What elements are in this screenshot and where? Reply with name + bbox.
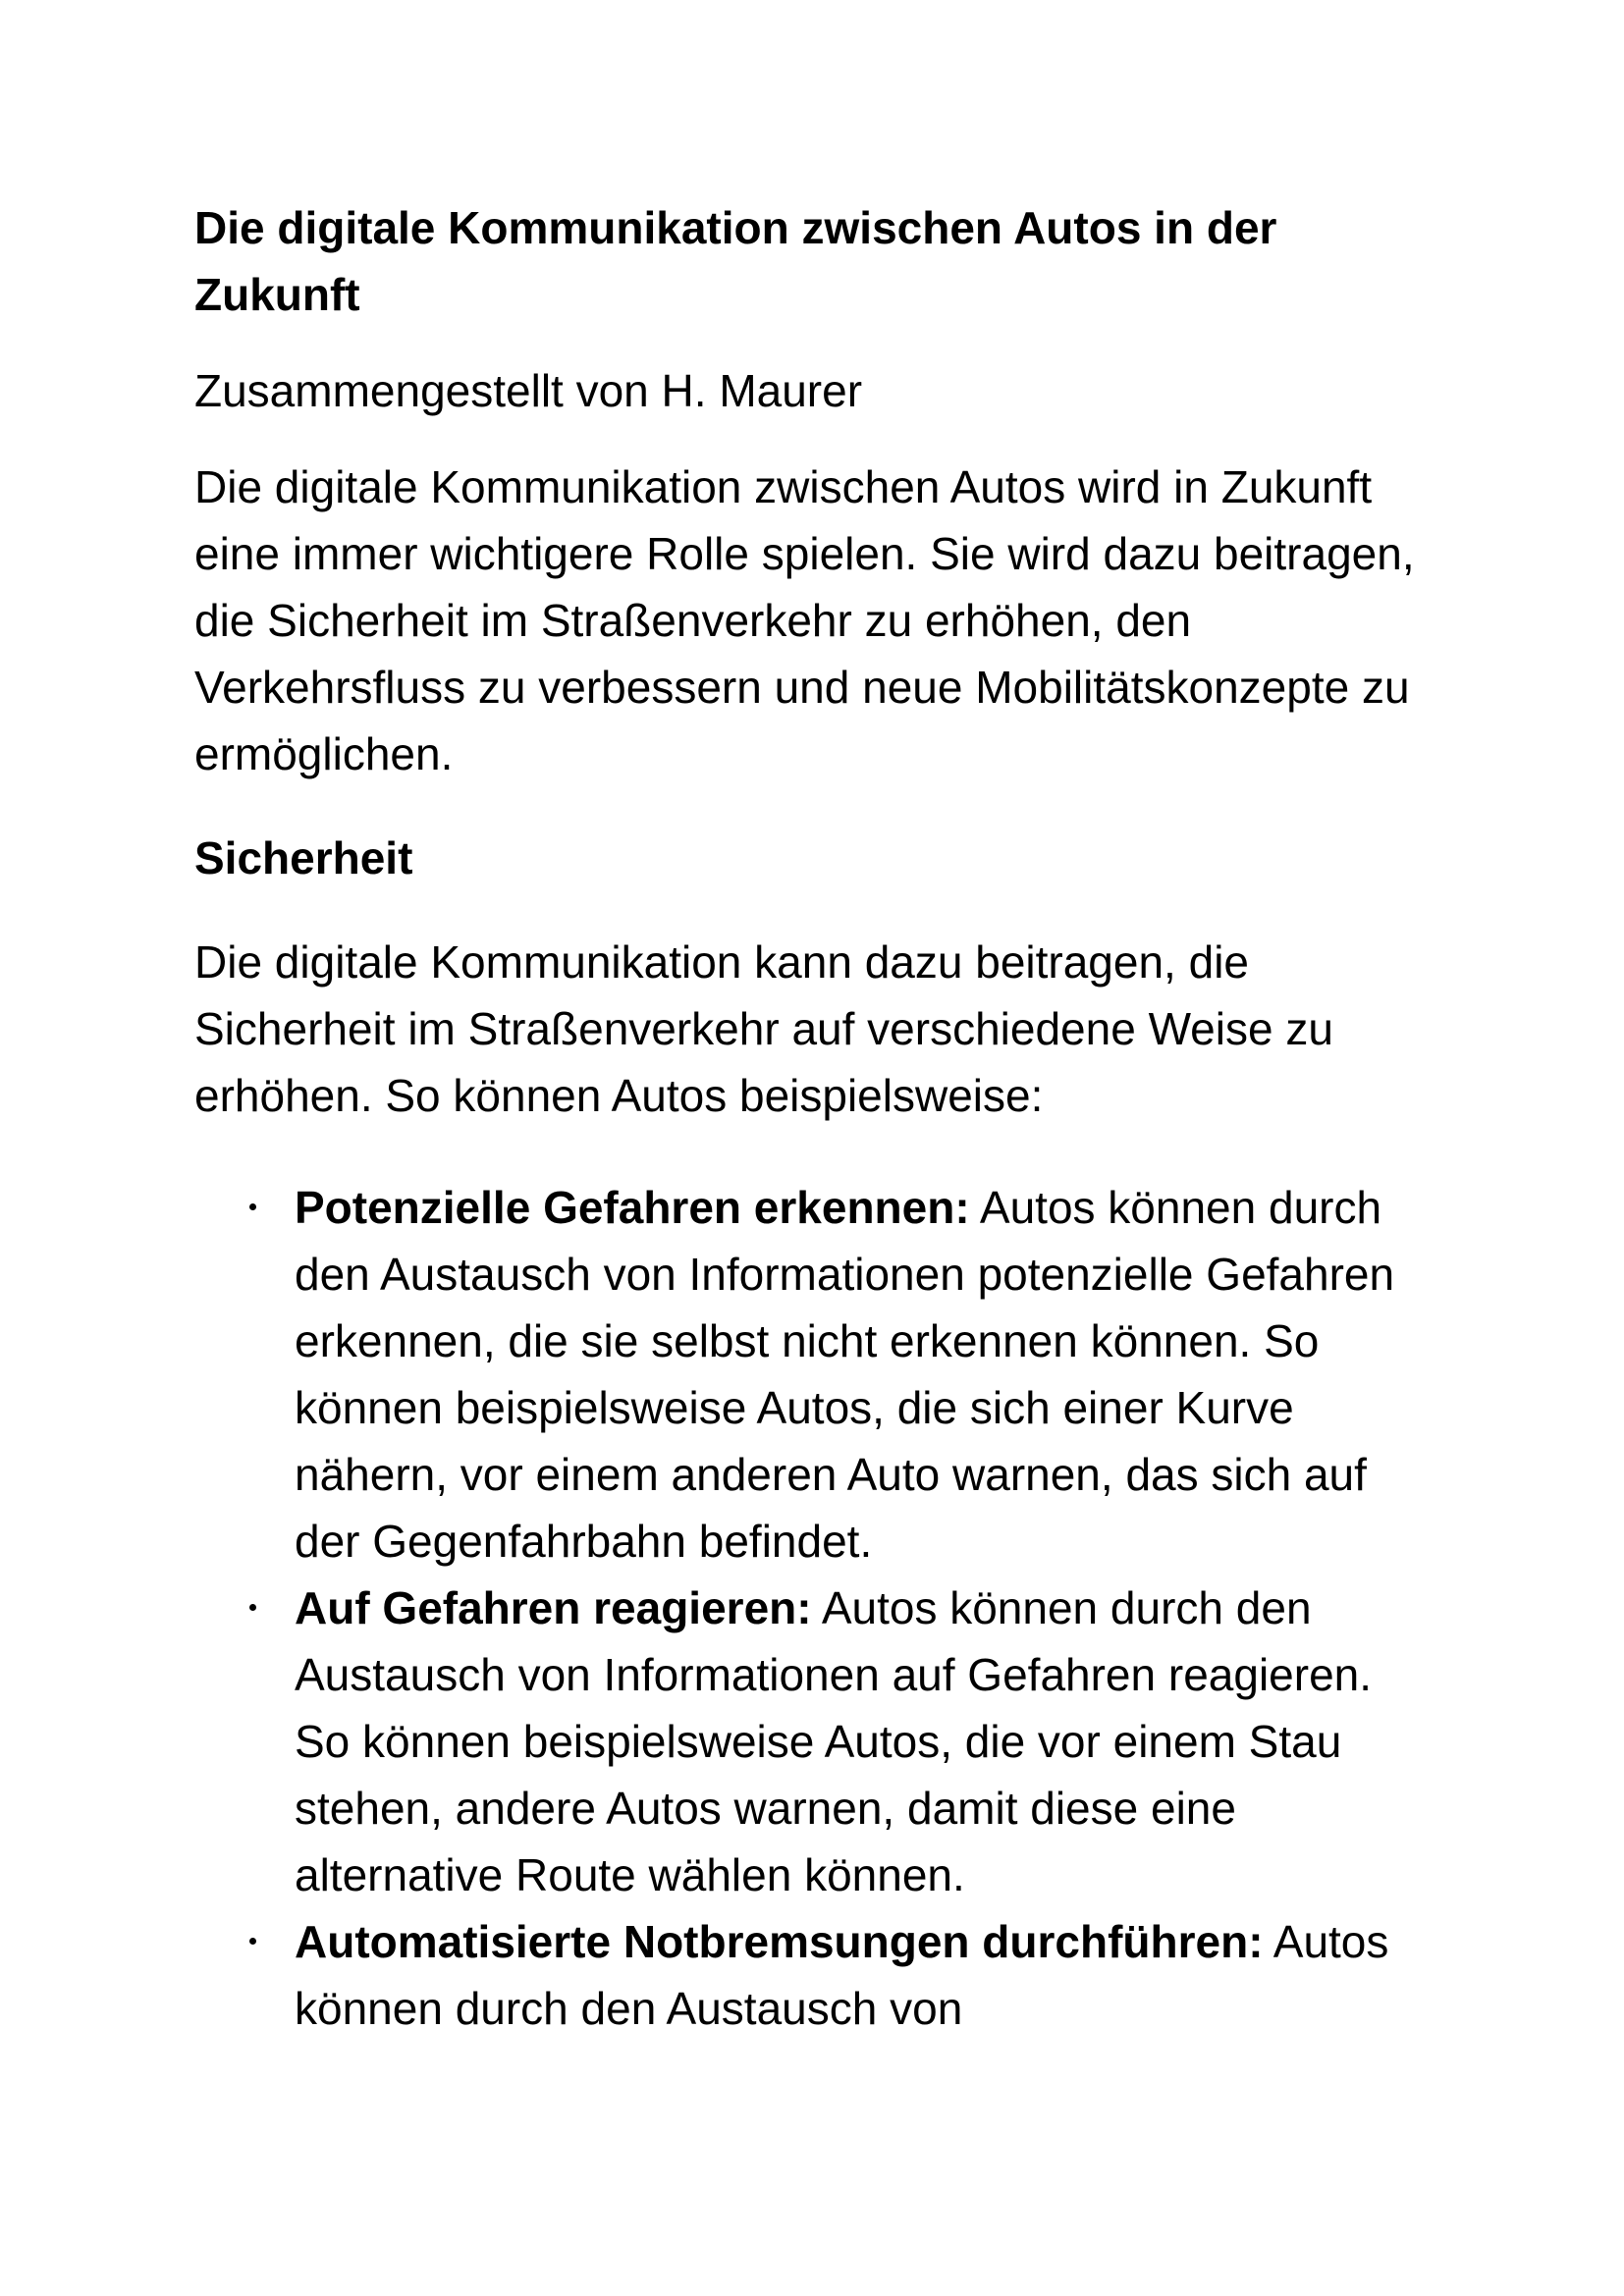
bullet-icon — [249, 1604, 256, 1611]
list-item — [194, 1908, 1439, 2042]
list-item — [194, 1174, 1439, 1575]
document-content — [194, 194, 1439, 2042]
document-title: Die digitale Kommunikation zwischen Autos in der Zukunft — [194, 202, 1277, 320]
document-author: Zusammengestellt von H. Maurer — [194, 365, 863, 416]
section-heading: Sicherheit — [194, 832, 413, 883]
bullet-icon — [249, 1203, 256, 1210]
bullet-text: Autos können durch den Austausch von Informationen auf Gefahren reagieren. So können beispielsweise Autos, die vor einem Stau stehen, andere Autos warnen, damit diese eine alternative Route wählen können. — [295, 1582, 1373, 1900]
bullet-term: Auf Gefahren reagieren: — [295, 1582, 812, 1633]
intro-paragraph: Die digitale Kommunikation zwischen Autos wird in Zukunft eine immer wichtigere Rolle spielen. Sie wird dazu beitragen, die Sicherheit im Straßenverkehr zu erhöhen, den Verkehrsfluss zu verbessern und neue Mobilitätskonzepte zu ermöglichen. — [194, 461, 1415, 779]
bullet-list — [194, 1174, 1439, 2042]
bullet-text: Autos können durch den Austausch von Informationen potenzielle Gefahren erkennen, die sie selbst nicht erkennen können. So können beispielsweise Autos, die sich einer Kurve nähern, vor einem anderen Auto warnen, das sich auf der Gegenfahrbahn befindet. — [295, 1182, 1395, 1567]
section-intro-paragraph: Die digitale Kommunikation kann dazu beitragen, die Sicherheit im Straßenverkehr auf verschiedene Weise zu erhöhen. So können Autos beispielsweise: — [194, 936, 1333, 1121]
list-item — [194, 1575, 1439, 1908]
bullet-icon — [249, 1938, 256, 1945]
bullet-term: Automatisierte Notbremsungen durchführen: — [295, 1916, 1264, 1967]
bullet-term: Potenzielle Gefahren erkennen: — [295, 1182, 970, 1233]
bullet-text: Autos können durch den Austausch von — [295, 1916, 1389, 2034]
